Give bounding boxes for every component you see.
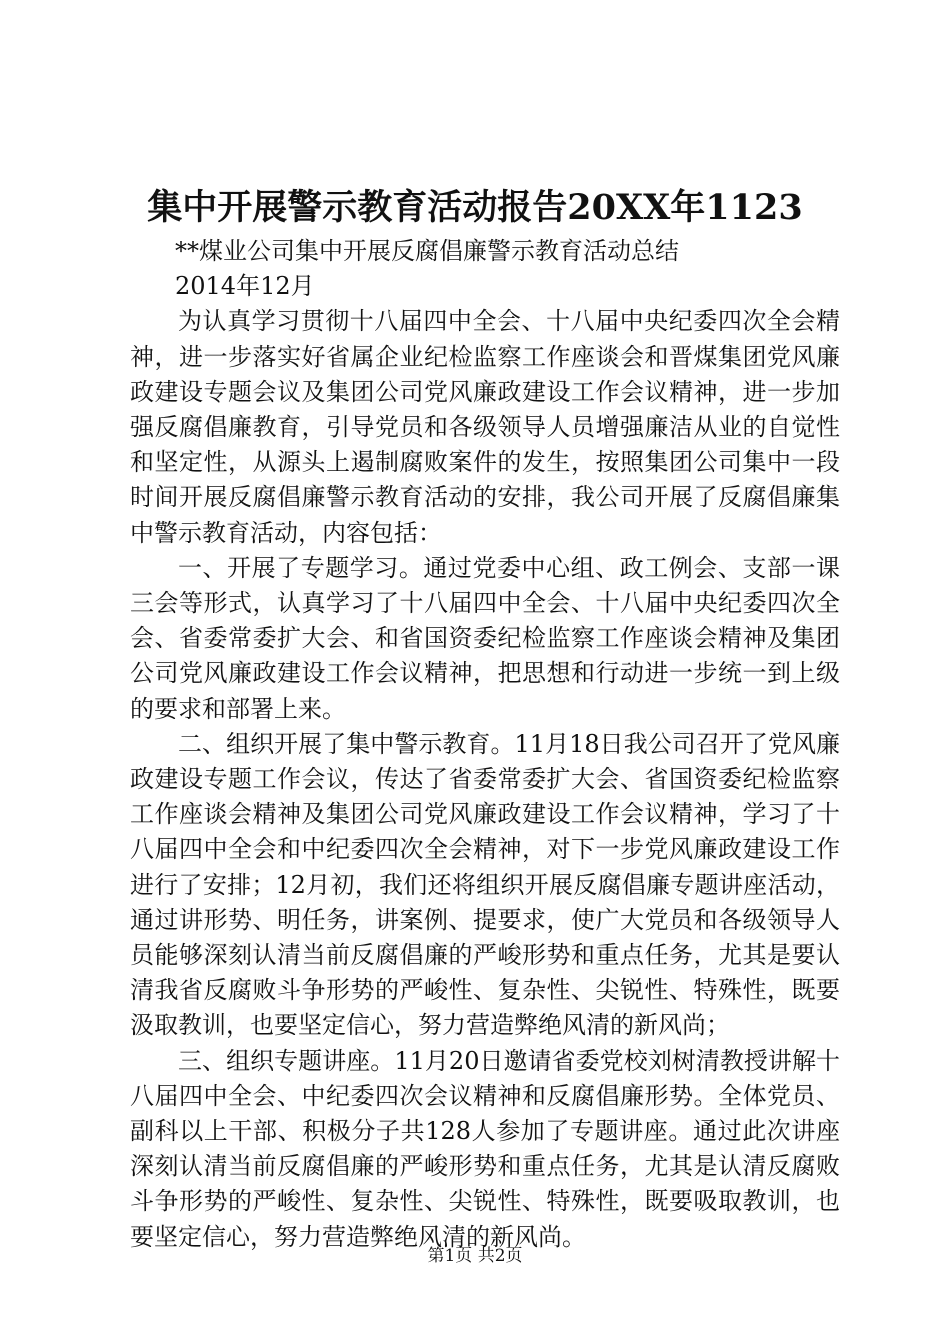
page-number-footer: 第1页 共2页 [427,1246,523,1266]
document-date: 2014年12月 [175,272,315,301]
paragraph-section-2: 二、组织开展了集中警示教育。11月18日我公司召开了党风廉政建设专题工作会议，传达了省委常委扩大会、省国资委纪检监察工作座谈会精神及集团公司党风廉政建设工作会议精神，学习了十八届四中全会和中纪委四次全会精神，对下一步党风廉政建设工作进行了安排；12月初，我们还将组织开展反腐倡廉专题讲座活动，通过讲形势、明任务，讲案例、提要求，使广大党员和各级领导人员能够深刻认清当前反腐倡廉的严峻形势和重点任务，尤其是要认清我省反腐败斗争形势的严峻性、复杂性、尖锐性、特殊性，既要汲取教训，也要坚定信心，努力营造弊绝风清的新风尚； [130,729,840,1040]
document-subtitle: **煤业公司集中开展反腐倡廉警示教育活动总结 [175,237,679,265]
paragraph-section-1: 一、开展了专题学习。通过党委中心组、政工例会、支部一课三会等形式，认真学习了十八届四中全会、十八届中央纪委四次全会、省委常委扩大会、和省国资委纪检监察工作座谈会精神及集团公司党风廉政建设工作会议精神，把思想和行动进一步统一到上级的要求和部署上来。 [130,553,840,723]
paragraph-section-3: 三、组织专题讲座。11月20日邀请省委党校刘树清教授讲解十八届四中全会、中纪委四次会议精神和反腐倡廉形势。全体党员、副科以上干部、积极分子共128人参加了专题讲座。通过此次讲座深刻认清当前反腐倡廉的严峻形势和重点任务，尤其是认清反腐败斗争形势的严峻性、复杂性、尖锐性、特殊性，既要吸取教训，也要坚定信心，努力营造弊绝风清的新风尚。 [130,1046,840,1251]
document-body [130,234,840,1255]
document-title: 集中开展警示教育活动报告20XX年1123 [147,187,803,228]
paragraph-intro: 为认真学习贯彻十八届四中全会、十八届中央纪委四次全会精神，进一步落实好省属企业纪检监察工作座谈会和晋煤集团党风廉政建设专题会议及集团公司党风廉政建设工作会议精神，进一步加强反腐倡廉教育，引导党员和各级领导人员增强廉洁从业的自觉性和坚定性，从源头上遏制腐败案件的发生，按照集团公司集中一段时间开展反腐倡廉警示教育活动的安排，我公司开展了反腐倡廉集中警示教育活动，内容包括： [130,307,840,547]
